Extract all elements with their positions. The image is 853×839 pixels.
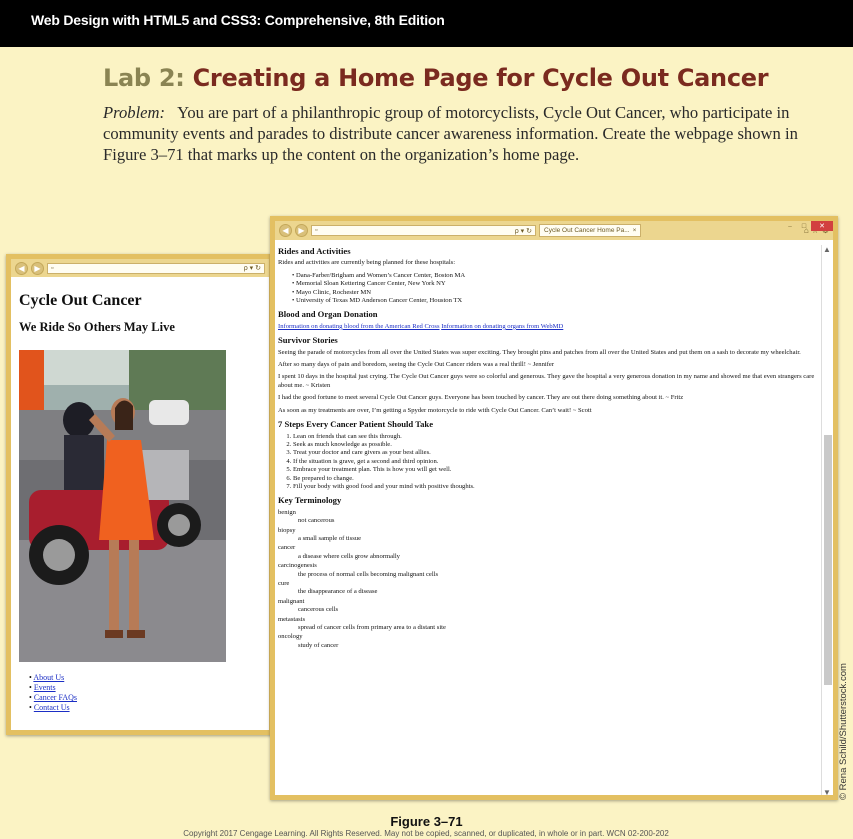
list-item: 2. Seek as much knowledge as possible. (293, 441, 824, 449)
problem-label: Problem: (103, 103, 166, 122)
term: cancer (278, 544, 296, 552)
section-heading: Key Terminology (278, 495, 342, 506)
list-item: 1. Lean on friends that can see this through. (293, 433, 824, 441)
term: biopsy (278, 526, 296, 534)
browser-toolbar (275, 221, 833, 240)
address-bar[interactable] (47, 263, 265, 274)
definition: not cancerous (298, 517, 335, 525)
address-actions[interactable]: ρ ▾ ↻ (514, 227, 532, 235)
photo-credit: © Rena Schild/Shutterstock.com (838, 663, 849, 800)
list-item: • Memorial Sloan Kettering Cancer Center, New York NY (292, 280, 824, 288)
site-title: Cycle Out Cancer (19, 292, 142, 309)
nav-link-contact[interactable]: Contact Us (33, 703, 70, 712)
back-arrow-icon[interactable]: ◀ (279, 224, 292, 237)
definition: a disease where cells grow abnormally (298, 552, 400, 560)
problem-statement (103, 102, 818, 165)
steps-list (293, 433, 824, 492)
maximize-icon[interactable]: □ (801, 222, 807, 230)
story-paragraph: I had the good fortune to meet several Cycle Out Cancer guys. Everyone has been touched by cancer. They are out there doing something about it. ~ Fritz (278, 394, 684, 402)
browser-window-left (6, 254, 274, 735)
forward-arrow-icon[interactable]: ▶ (31, 262, 44, 275)
rides-intro: Rides and activities are currently being planned for these hospitals: (278, 259, 456, 267)
red-cross-link[interactable]: Information on donating blood from the American Red Cross (278, 322, 440, 330)
tab-label: Cycle Out Cancer Home Pa... (544, 227, 630, 234)
lab-number: Lab 2: (103, 64, 185, 92)
nav-item (29, 693, 77, 703)
webmd-link[interactable]: Information on donating organs from WebMD (441, 322, 564, 330)
minimize-icon[interactable]: – (788, 222, 792, 230)
nav-item (29, 703, 77, 713)
donation-links (278, 323, 824, 331)
section-heading: Rides and Activities (278, 247, 351, 256)
scroll-down-icon[interactable]: ▼ (823, 788, 831, 797)
story-paragraph: As soon as my treatments are over, I’m getting a Spyder motorcycle to ride with Cycle Out Cancer. Can’t wait! ~ Scott (278, 406, 592, 414)
list-item: 3. Treat your doctor and care givers as your best allies. (293, 449, 824, 457)
list-item: 5. Embrace your treatment plan. This is how you will get well. (293, 466, 824, 474)
term: oncology (278, 633, 303, 641)
nav-link-faqs[interactable]: Cancer FAQs (33, 693, 77, 702)
address-bar[interactable] (311, 225, 536, 236)
browser-tab[interactable] (539, 224, 641, 237)
nav-item (29, 683, 77, 693)
story-paragraph: Seeing the parade of motorcycles from all over the United States was super exciting. They brought pins and patches from all over the United States and put them on a sash to decorate my wheelchair. (278, 348, 801, 356)
definition: the process of normal cells becoming malignant cells (298, 570, 439, 578)
term: metastasis (278, 615, 306, 623)
tab-close-icon[interactable]: × (632, 227, 637, 234)
story-paragraph: After so many days of pain and boredom, seeing the Cycle Out Cancer riders was a real thrill! ~ Jennifer (278, 361, 555, 369)
nav-link-about[interactable]: About Us (33, 673, 65, 682)
back-arrow-icon[interactable]: ◀ (15, 262, 28, 275)
definition: spread of cancer cells from primary area to a distant site (298, 624, 446, 632)
site-subtitle: We Ride So Others May Live (19, 320, 175, 334)
window-controls (783, 221, 833, 231)
book-title: Web Design with HTML5 and CSS3: Comprehensive, 8th Edition (31, 12, 445, 28)
story-paragraph: I spent 10 days in the hospital just crying. The Cycle Out Cancer guys were so colorful and generous. They gave the hospital a very generous donation in my name and showed me that even strangers care about me. ~ Kristen (278, 373, 815, 389)
definition: a small sample of tissue (298, 534, 361, 542)
definition: study of cancer (298, 641, 339, 649)
lab-heading (103, 64, 768, 92)
scroll-thumb[interactable] (824, 435, 832, 685)
copyright-notice: Copyright 2017 Cengage Learning. All Rights Reserved. May not be copied, scanned, or duplicated, in whole or in part. WCN 02-200-202 (183, 829, 669, 838)
figure-caption: Figure 3–71 (390, 814, 463, 829)
list-item: 6. Be prepared to change. (293, 475, 824, 483)
nav-item (29, 673, 77, 683)
section-heading: Blood and Organ Donation (278, 309, 378, 320)
page-content (278, 247, 824, 797)
close-icon[interactable]: ✕ (811, 221, 833, 231)
page-icon: ▫ (315, 227, 318, 234)
motorcyclist-photo (19, 350, 226, 662)
browser-toolbar (11, 259, 269, 277)
definition: the disappearance of a disease (298, 588, 378, 596)
list-item: 4. If the situation is grave, get a second and third opinion. (293, 458, 824, 466)
term: malignant (278, 597, 305, 605)
section-heading: Survivor Stories (278, 335, 338, 346)
list-item: • University of Texas MD Anderson Cancer Center, Houston TX (292, 297, 824, 305)
browser-window-right (270, 216, 838, 800)
forward-arrow-icon[interactable]: ▶ (295, 224, 308, 237)
term: cure (278, 580, 290, 587)
list-item: • Dana-Farber/Brigham and Women’s Cancer Center, Boston MA (292, 272, 824, 280)
definition: cancerous cells (298, 606, 339, 614)
term: carcinogenesis (278, 562, 317, 570)
home-icon[interactable]: ⌂ (803, 226, 809, 235)
address-actions[interactable]: ρ ▾ ↻ (243, 265, 261, 272)
terminology-list (278, 509, 824, 651)
list-item: 7. Fill your body with good food and your mind with positive thoughts. (293, 483, 824, 491)
scroll-up-icon[interactable]: ▲ (823, 245, 831, 254)
nav-link-events[interactable]: Events (33, 683, 56, 692)
list-item: • Mayo Clinic, Rochester MN (292, 289, 824, 297)
term: benign (278, 508, 296, 516)
book-header-bar (0, 0, 853, 47)
site-nav (29, 673, 77, 713)
page-icon: ▫ (51, 264, 54, 272)
section-heading: 7 Steps Every Cancer Patient Should Take (278, 419, 434, 430)
vertical-scrollbar[interactable] (821, 245, 833, 797)
problem-text: You are part of a philanthropic group of motorcyclists, Cycle Out Cancer, who participate in community events and parades to distribute cancer awareness information. Create the webpage shown in Figure 3–71 that marks up the content on the organization’s home page. (103, 103, 798, 164)
hospital-list (292, 272, 824, 306)
lab-title: Creating a Home Page for Cycle Out Cancer (192, 64, 769, 92)
